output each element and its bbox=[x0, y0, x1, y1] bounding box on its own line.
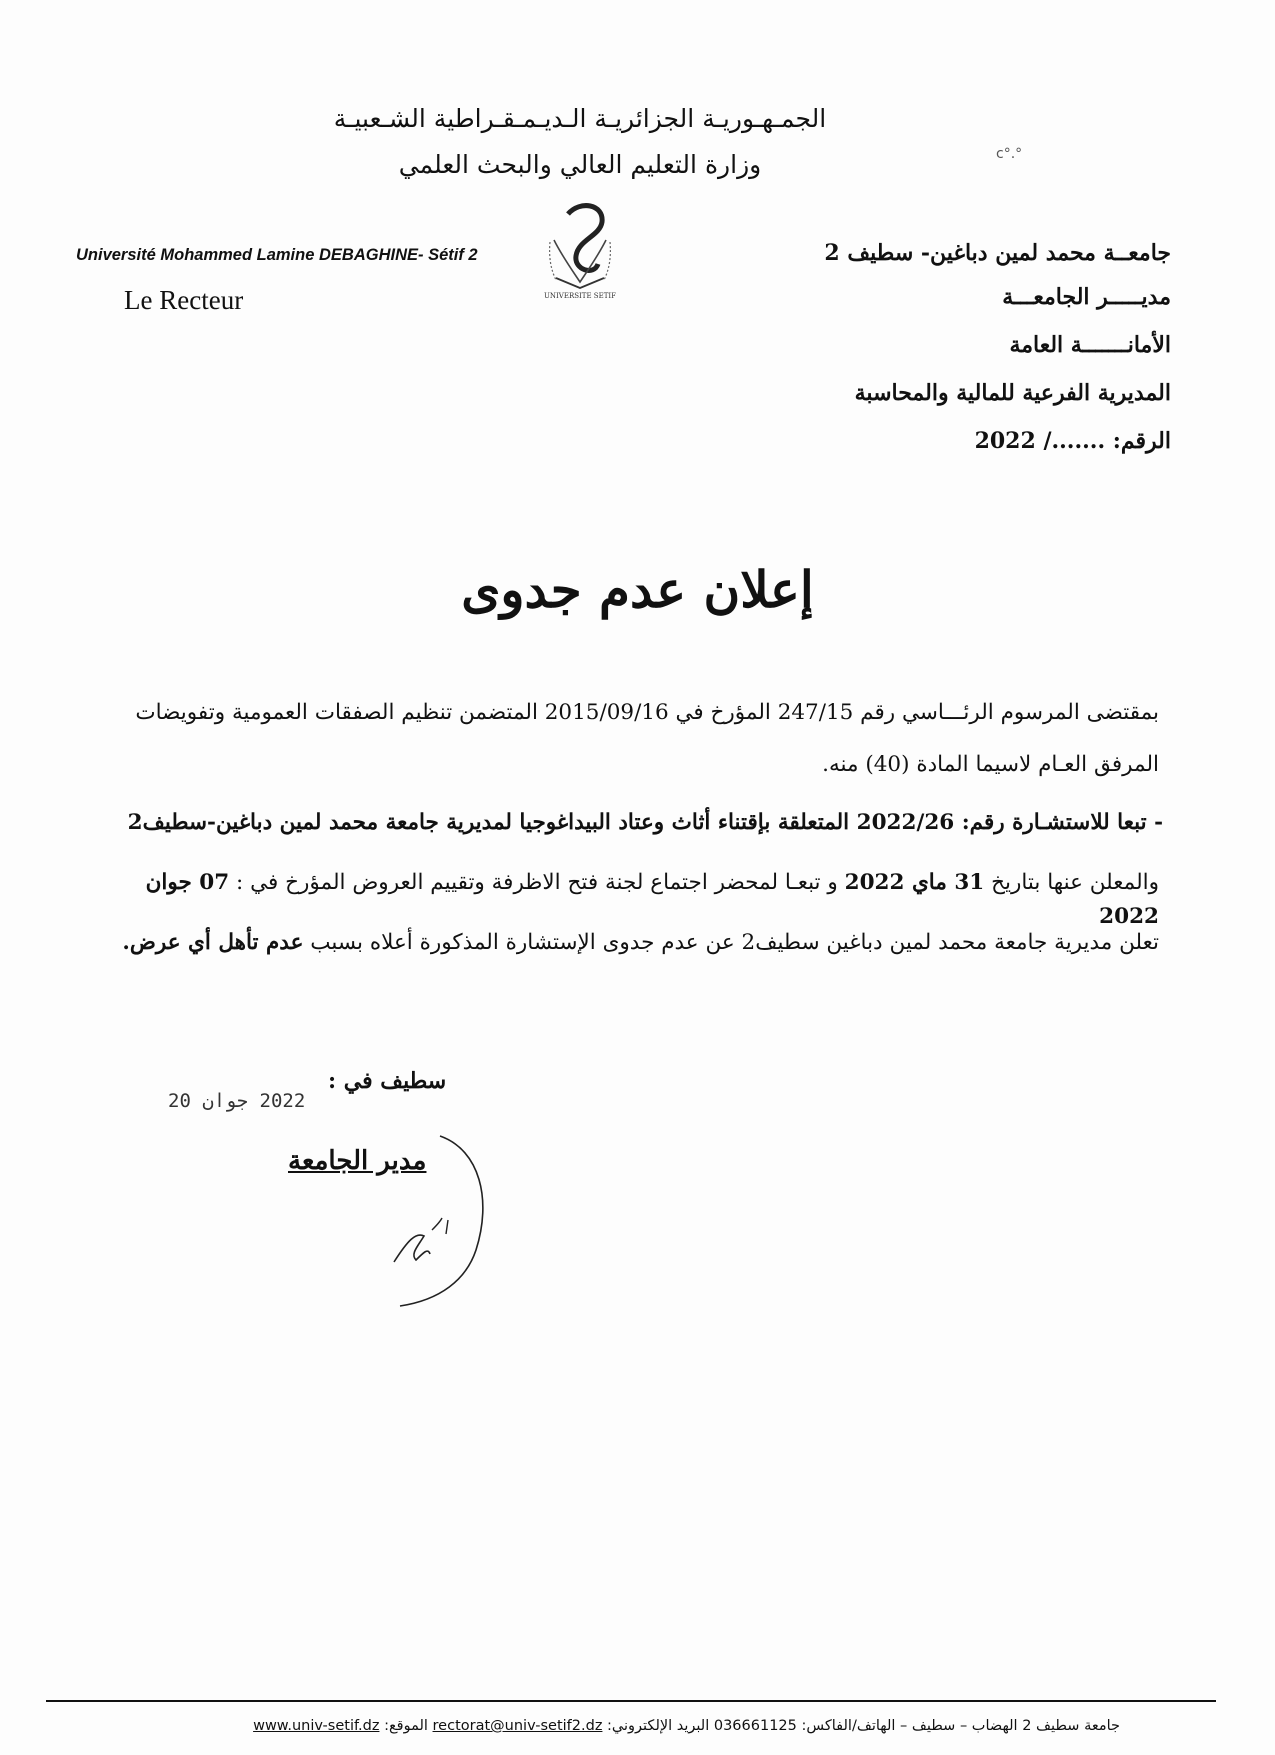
university-logo bbox=[532, 200, 628, 302]
reference-number: الرقم: ......./ 2022 bbox=[974, 428, 1171, 454]
university-name-arabic: جامعــة محمد لمين دباغين- سطيف 2 bbox=[824, 240, 1171, 266]
ministry-heading: وزارة التعليم العالي والبحث العلمي bbox=[398, 150, 762, 179]
body-paragraph-3 bbox=[119, 866, 1159, 935]
body-paragraph-1-continued: المرفق العـام لاسيما المادة (40) منه. bbox=[822, 752, 1159, 777]
p3-part-c: و تبعـا لمحضر اجتماع لجنة فتح الاظرفة وتقييم العروض المؤرخ في : bbox=[236, 870, 838, 895]
body-paragraph-4 bbox=[119, 926, 1159, 960]
signatory-title: مدير الجامعة bbox=[288, 1146, 427, 1176]
handwritten-annotation: c°.° bbox=[996, 146, 1023, 162]
subdirectorate-label: المديرية الفرعية للمالية والمحاسبة bbox=[854, 380, 1171, 406]
logo-graphic bbox=[532, 200, 628, 302]
p4-part-b: عدم تأهل أي عرض. bbox=[122, 930, 304, 955]
logo-caption: UNIVERSITE SETIF bbox=[544, 292, 616, 300]
p3-date-2: 07 جوان 2022 bbox=[145, 870, 1159, 930]
place-label: سطيف في : bbox=[328, 1068, 447, 1094]
p3-part-a: والمعلن عنها بتاريخ bbox=[991, 870, 1159, 895]
announcement-title: إعلان عدم جدوى bbox=[461, 560, 814, 619]
footer-address: جامعة سطيف 2 الهضاب – سطيف – الهاتف/الفاكس: 036661125 bbox=[713, 1718, 1120, 1734]
body-paragraph-1: بمقتضى المرسوم الرئـــاسي رقم 247/15 المؤرخ في 2015/09/16 المتضمن تنظيم الصفقات العمومية وتفويضات bbox=[135, 700, 1159, 725]
handwritten-signature bbox=[380, 1130, 520, 1320]
recteur-label: Le Recteur bbox=[124, 285, 244, 315]
p4-part-a: تعلن مديرية جامعة محمد لمين دباغين سطيف2 عن عدم جدوى الإستشارة المذكورة أعلاه بسبب bbox=[310, 930, 1159, 955]
footer-email-link[interactable]: rectorat@univ-setif2.dz bbox=[432, 1718, 603, 1734]
footer-website-link[interactable]: www.univ-setif.dz bbox=[253, 1718, 380, 1734]
date-stamp: 2022 جوان 20 bbox=[168, 1090, 306, 1112]
body-paragraph-2: - تبعا للاستشـارة رقم: 2022/26 المتعلقة بإقتناء أثاث وعتاد البيداغوجيا لمديرية جامعة محمد لمين دباغين-سطيف2 bbox=[127, 810, 1163, 835]
footer-divider bbox=[46, 1700, 1216, 1702]
secretariat-label: الأمانـــــــة العامة bbox=[1009, 332, 1171, 358]
university-name-french: Université Mohammed Lamine DEBAGHINE- Sétif 2 bbox=[76, 246, 478, 264]
footer-site-label: الموقع: bbox=[384, 1718, 428, 1734]
footer-email-label: البريد الإلكتروني: bbox=[607, 1718, 710, 1734]
republic-heading: الجمـهـوريـة الجزائريـة الـديـمـقـراطية الشـعبيـة bbox=[333, 104, 827, 133]
p3-date-1: 31 ماي 2022 bbox=[844, 870, 985, 895]
director-label-arabic: مديـــــر الجامعـــة bbox=[1002, 284, 1171, 310]
footer-contact bbox=[150, 1718, 1120, 1734]
